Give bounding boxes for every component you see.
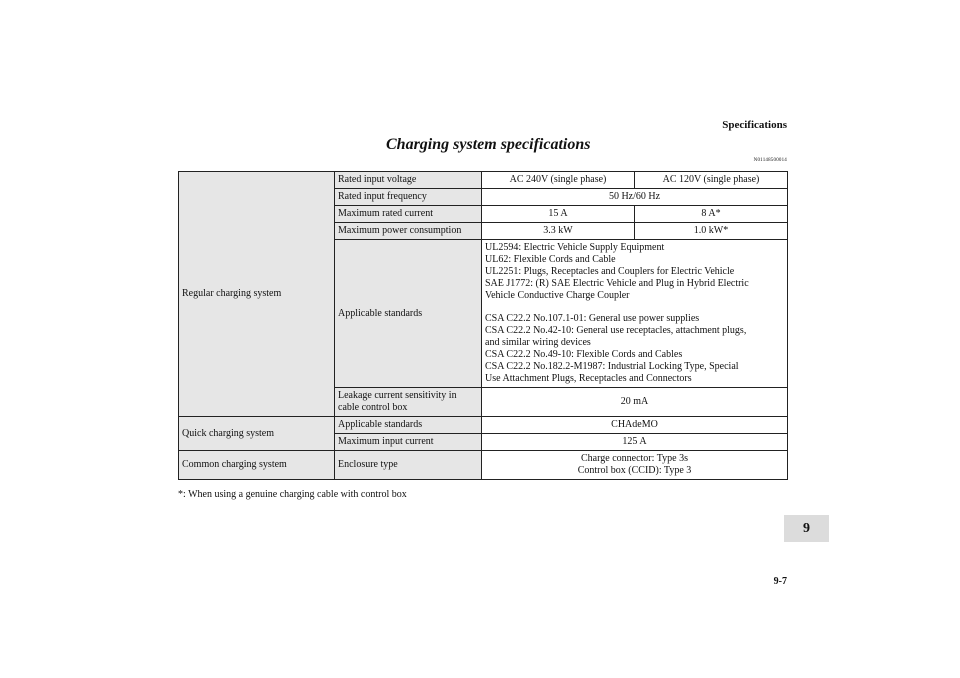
standard-line: CSA C22.2 No.42-10: General use receptacles, attachment plugs, <box>485 325 747 336</box>
label-applicable-standards-quick: Applicable standards <box>335 417 482 434</box>
value-applicable-standards-regular <box>482 240 788 388</box>
group-common-charging: Common charging system <box>179 451 335 480</box>
page-title: Charging system specifications <box>386 136 591 153</box>
group-regular-charging: Regular charging system <box>179 172 335 417</box>
standard-line: UL2594: Electric Vehicle Supply Equipment <box>485 242 665 253</box>
value-applicable-standards-quick: CHAdeMO <box>482 417 788 434</box>
value-enclosure-type <box>482 451 788 480</box>
chapter-tab: 9 <box>784 515 829 542</box>
standard-line: CSA C22.2 No.49-10: Flexible Cords and Cables <box>485 349 683 360</box>
value-max-input-current: 125 A <box>482 434 788 451</box>
page-number: 9-7 <box>773 576 787 587</box>
standard-line: Use Attachment Plugs, Receptacles and Connectors <box>485 373 692 384</box>
label-leakage-current-line2: cable control box <box>338 402 408 413</box>
section-header: Specifications <box>722 119 787 131</box>
enclosure-type-line2: Control box (CCID): Type 3 <box>577 465 692 476</box>
value-max-power-consumption-240: 3.3 kW <box>482 223 635 240</box>
standard-gap <box>485 302 784 313</box>
standard-line: CSA C22.2 No.107.1-01: General use power supplies <box>485 313 700 324</box>
label-max-input-current: Maximum input current <box>335 434 482 451</box>
label-leakage-current-line1: Leakage current sensitivity in <box>338 390 457 401</box>
table-row <box>179 451 788 480</box>
label-rated-input-frequency: Rated input frequency <box>335 189 482 206</box>
value-leakage-current: 20 mA <box>482 388 788 417</box>
value-rated-input-frequency: 50 Hz/60 Hz <box>482 189 788 206</box>
charging-spec-table <box>178 171 788 480</box>
footnote: *: When using a genuine charging cable with control box <box>178 489 407 500</box>
table-row <box>179 417 788 434</box>
label-applicable-standards-regular: Applicable standards <box>335 240 482 388</box>
group-quick-charging: Quick charging system <box>179 417 335 451</box>
table-row <box>179 172 788 189</box>
value-max-rated-current-240: 15 A <box>482 206 635 223</box>
value-max-power-consumption-120: 1.0 kW* <box>635 223 788 240</box>
enclosure-type-line1: Charge connector: Type 3s <box>581 453 688 464</box>
standard-line: Vehicle Conductive Charge Coupler <box>485 290 630 301</box>
standard-line: UL2251: Plugs, Receptacles and Couplers for Electric Vehicle <box>485 266 735 277</box>
label-enclosure-type: Enclosure type <box>335 451 482 480</box>
label-rated-input-voltage: Rated input voltage <box>335 172 482 189</box>
label-max-rated-current: Maximum rated current <box>335 206 482 223</box>
value-rated-input-voltage-120: AC 120V (single phase) <box>635 172 788 189</box>
standard-line: UL62: Flexible Cords and Cable <box>485 254 616 265</box>
standard-line: and similar wiring devices <box>485 337 591 348</box>
label-leakage-current <box>335 388 482 417</box>
document-code: N01148500014 <box>753 158 787 163</box>
standard-line: CSA C22.2 No.182.2-M1987: Industrial Locking Type, Special <box>485 361 739 372</box>
standard-line: SAE J1772: (R) SAE Electric Vehicle and Plug in Hybrid Electric <box>485 278 749 289</box>
value-max-rated-current-120: 8 A* <box>635 206 788 223</box>
value-rated-input-voltage-240: AC 240V (single phase) <box>482 172 635 189</box>
label-max-power-consumption: Maximum power consumption <box>335 223 482 240</box>
